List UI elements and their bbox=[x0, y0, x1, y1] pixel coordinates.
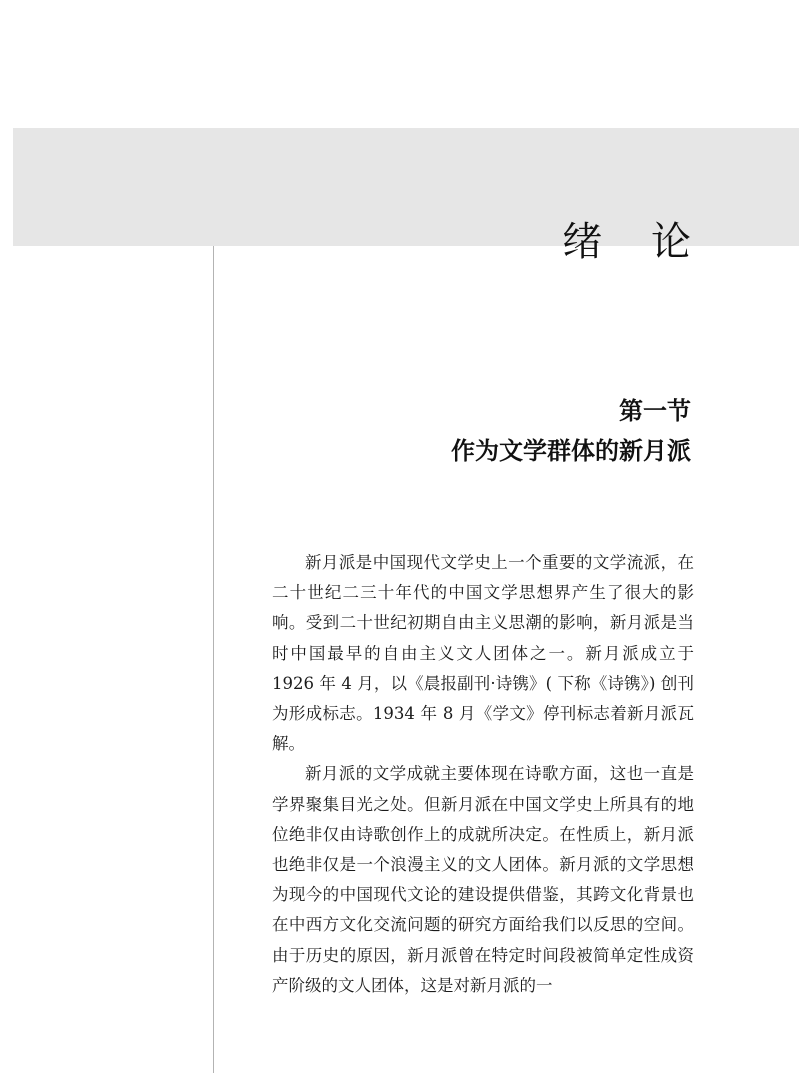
margin-rule bbox=[213, 246, 214, 1073]
section-number: 第一节 bbox=[619, 396, 691, 425]
paragraph: 新月派是中国现代文学史上一个重要的文学流派，在二十世纪二三十年代的中国文学思想界产生了很大的影响。受到二十世纪初期自由主义思潮的影响，新月派是当时中国最早的自由主义文人团体之一。新月派成立于 1926 年 4 月，以《晨报副刊·诗镌》( 下称《诗镌》) 创刊为形成标志。1934 年 8 月《学文》停刊标志着新月派瓦解。 bbox=[272, 553, 694, 754]
section-title: 作为文学群体的新月派 bbox=[451, 436, 691, 465]
paragraph: 新月派的文学成就主要体现在诗歌方面，这也一直是学界聚集目光之处。但新月派在中国文学史上所具有的地位绝非仅由诗歌创作上的成就所决定。在性质上，新月派也绝非仅是一个浪漫主义的文人团体。新月派的文学思想为现今的中国现代文论的建设提供借鉴，其跨文化背景也在中西方文化交流问题的研究方面给我们以反思的空间。由于历史的原因，新月派曾在特定时间段被简单定性成资产阶级的文人团体，这是对新月派的一 bbox=[272, 764, 694, 995]
chapter-title: 绪 论 bbox=[562, 218, 709, 265]
body-text bbox=[272, 548, 694, 1001]
section-heading bbox=[451, 394, 691, 470]
